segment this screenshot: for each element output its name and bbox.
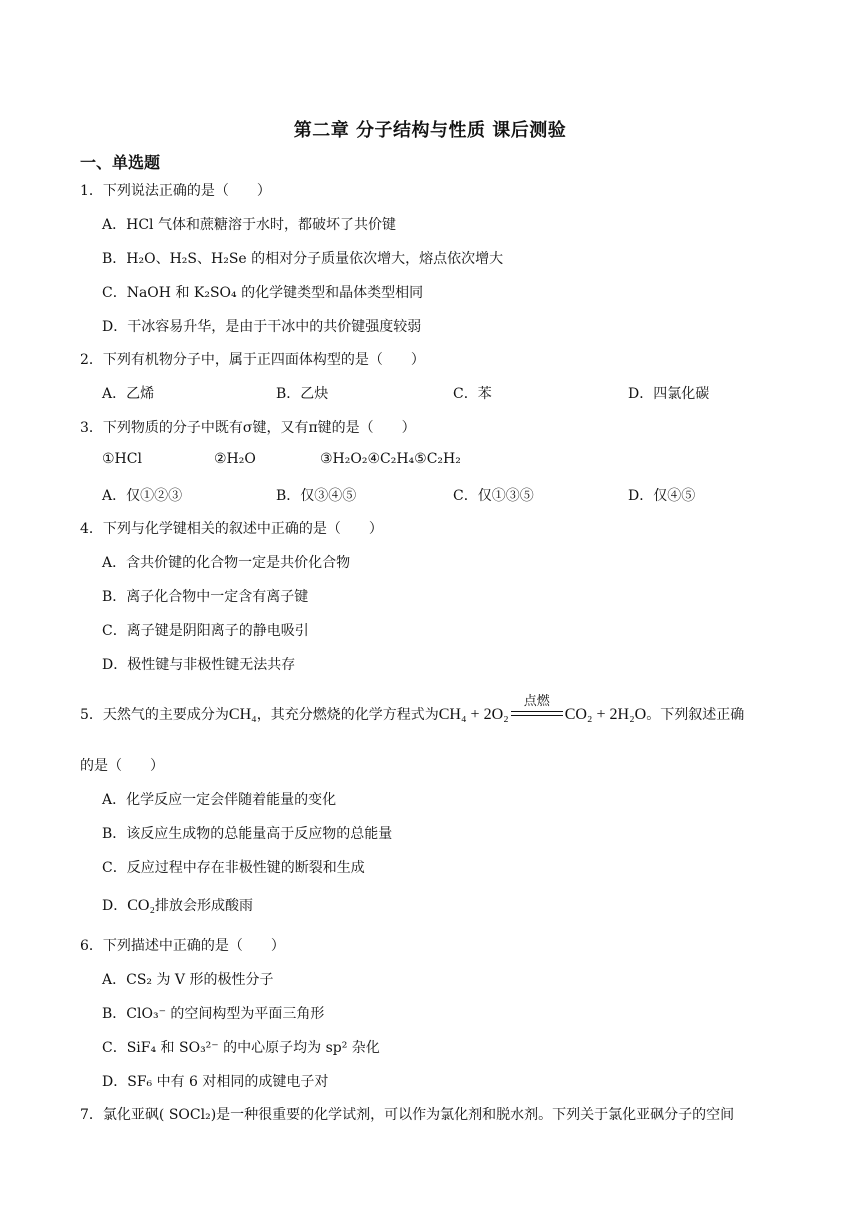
question-6-stem: 6．下列描述中正确的是（ ）	[80, 938, 285, 954]
question-1-option-c: C．NaOH 和 K₂SO₄ 的化学键类型和晶体类型相同	[102, 285, 424, 301]
question-5-stem-mid: ，其充分燃烧的化学方程式为	[256, 707, 439, 723]
question-6-option-a: A．CS₂ 为 V 形的极性分子	[102, 972, 274, 988]
question-3-substances	[102, 451, 782, 471]
question-5-option-a: A．化学反应一定会伴随着能量的变化	[102, 792, 337, 808]
question-3-option-c: C．仅①③⑤	[453, 488, 534, 504]
question-3-option-a: A．仅①②③	[102, 488, 183, 504]
reaction-condition-label: 点燃	[523, 694, 550, 709]
question-2-option-c: C．苯	[453, 386, 492, 402]
question-3-item-3: ③H₂O₂④C₂H₄⑤C₂H₂	[320, 451, 461, 467]
question-5-stem-line2: 的是（ ）	[80, 758, 164, 774]
question-5-option-d-letter: D．	[102, 898, 128, 914]
question-3-option-b: B．仅③④⑤	[276, 488, 357, 504]
question-2-option-b: B．乙炔	[276, 386, 329, 402]
question-5-ch4-formula: CH₄	[228, 706, 257, 723]
question-5-stem-prefix: 5．天然气的主要成分为	[80, 707, 229, 723]
question-2-stem: 2．下列有机物分子中，属于正四面体构型的是（ ）	[80, 352, 425, 368]
question-3-item-1: ①HCl	[102, 451, 142, 467]
section-heading: 一、单选题	[80, 153, 161, 172]
equals-line-bottom	[511, 715, 563, 716]
question-5-option-d-text: 排放会形成酸雨	[155, 898, 254, 914]
equation-reactants: CH₄ + 2O₂	[438, 706, 509, 723]
question-5-option-d-formula: CO₂	[127, 897, 156, 914]
question-3-stem: 3．下列物质的分子中既有σ键，又有π键的是（ ）	[80, 420, 416, 436]
question-2-option-d: D．四氯化碳	[628, 386, 710, 402]
question-2-options	[102, 383, 782, 403]
question-1-option-a: A．HCl 气体和蔗糖溶于水时，都破坏了共价键	[102, 217, 396, 233]
question-1-option-b: B．H₂O、H₂S、H₂Se 的相对分子质量依次增大，熔点依次增大	[102, 251, 504, 267]
question-5-option-c: C．反应过程中存在非极性键的断裂和生成	[102, 860, 365, 876]
question-6-option-b: B．ClO₃⁻ 的空间构型为平面三角形	[102, 1006, 325, 1022]
question-6-option-d: D．SF₆ 中有 6 对相同的成键电子对	[102, 1074, 329, 1090]
question-3-options	[102, 485, 782, 505]
question-5-option-b: B．该反应生成物的总能量高于反应物的总能量	[102, 826, 393, 842]
equation-products: CO₂ + 2H₂O	[564, 706, 647, 723]
question-6-option-c: C．SiF₄ 和 SO₃²⁻ 的中心原子均为 sp² 杂化	[102, 1040, 380, 1056]
question-3-option-d: D．仅④⑤	[628, 488, 696, 504]
question-3-item-2: ②H₂O	[214, 451, 256, 467]
question-4-option-c: C．离子键是阴阳离子的静电吸引	[102, 623, 309, 639]
question-4-option-a: A．含共价键的化合物一定是共价化合物	[102, 555, 351, 571]
question-1-stem: 1．下列说法正确的是（ ）	[80, 183, 271, 199]
question-7-stem: 7．氯化亚砜( SOCl₂)是一种很重要的化学试剂，可以作为氯化剂和脱水剂。下列关于氯化亚砜分子的空间	[80, 1107, 735, 1123]
question-5-stem-suffix: 。下列叙述正确	[646, 707, 745, 723]
question-4-stem: 4．下列与化学键相关的叙述中正确的是（ ）	[80, 521, 383, 537]
question-2-option-a: A．乙烯	[102, 386, 155, 402]
reaction-condition-arrow	[511, 694, 563, 722]
page-title: 第二章 分子结构与性质 课后测验	[293, 120, 567, 141]
equals-line-top	[511, 711, 563, 712]
question-4-option-b: B．离子化合物中一定含有离子键	[102, 589, 309, 605]
question-4-option-d: D．极性键与非极性键无法共存	[102, 657, 296, 673]
question-1-option-d: D．干冰容易升华，是由于干冰中的共价键强度较弱	[102, 319, 422, 335]
question-5-option-d	[102, 895, 253, 915]
question-5-stem	[80, 694, 745, 724]
